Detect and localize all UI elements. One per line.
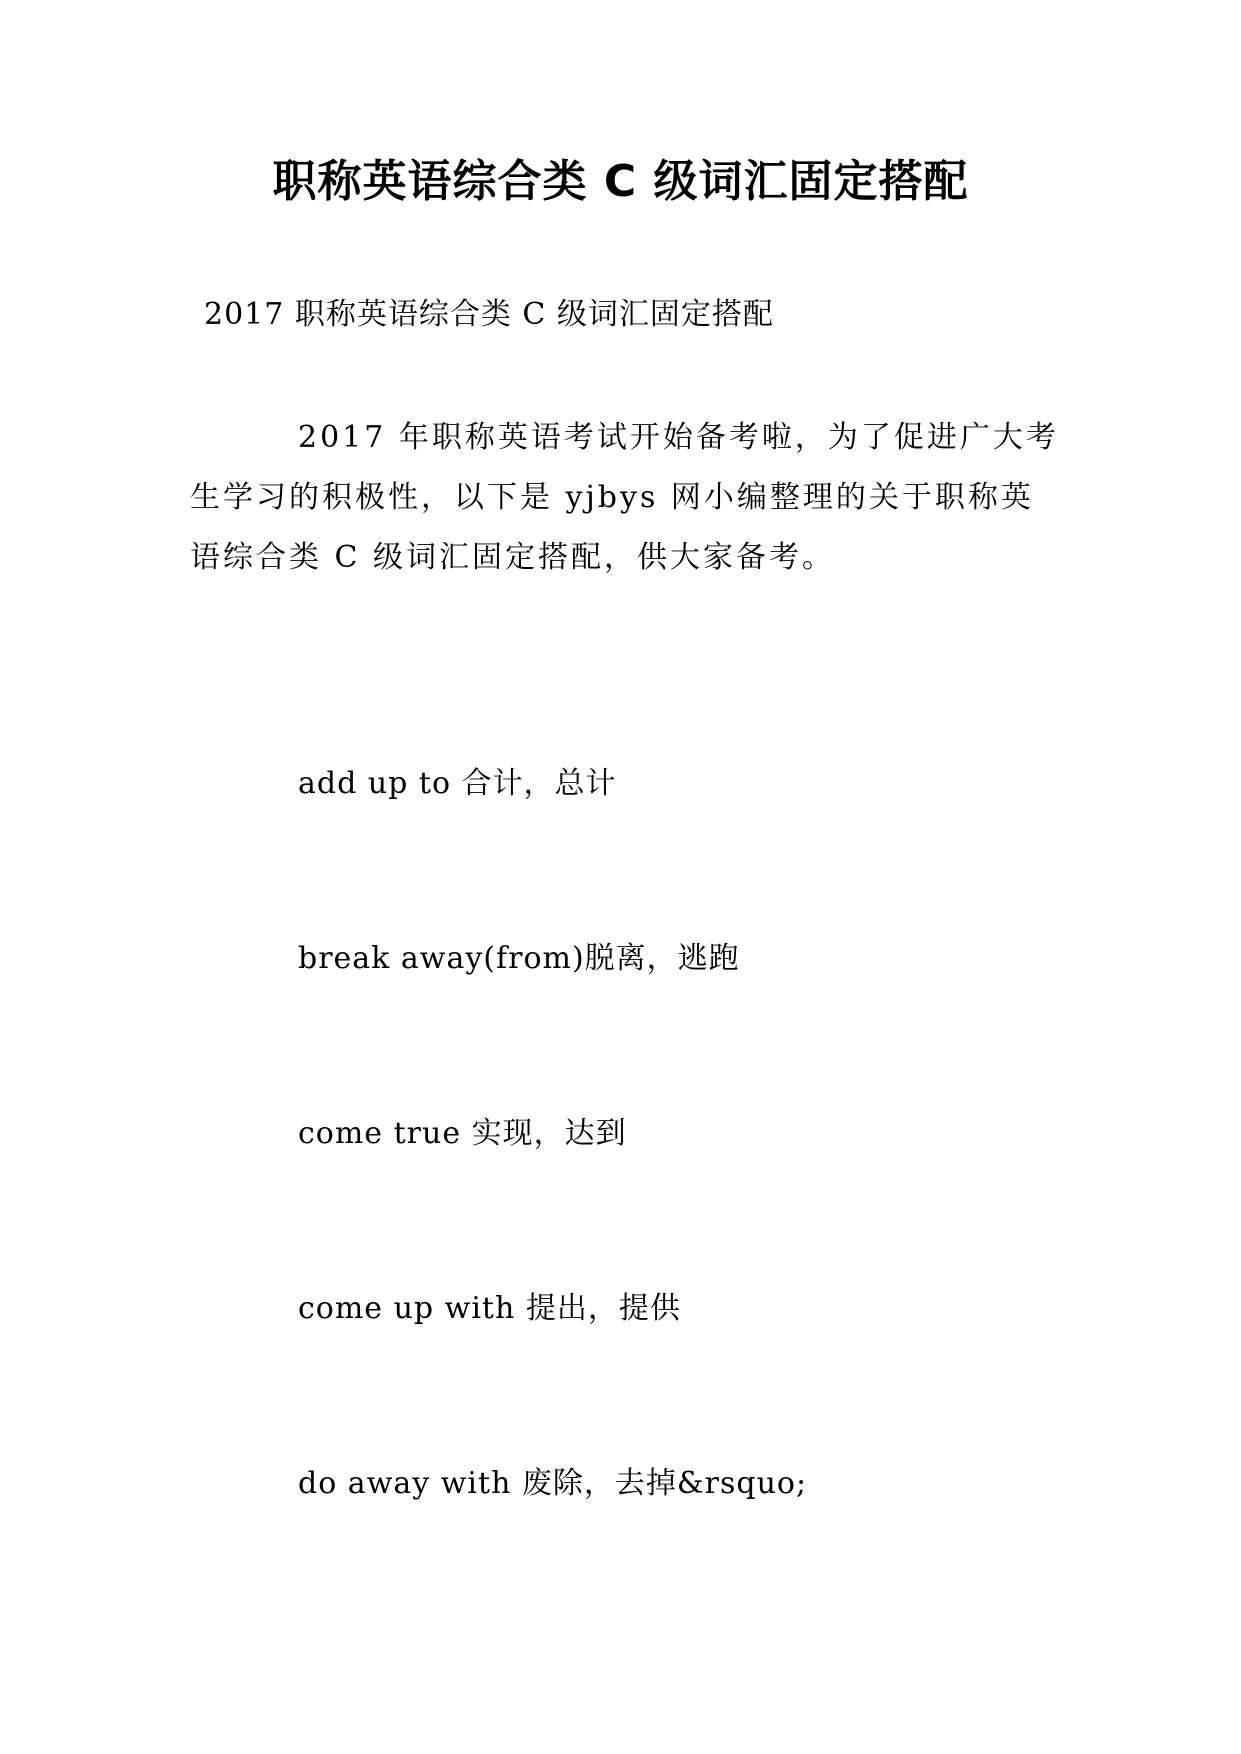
vocabulary-item: break away(from)脱离，逃跑	[298, 941, 740, 976]
document-title: 职称英语综合类 C 级词汇固定搭配	[272, 156, 969, 207]
vocabulary-item: come true 实现，达到	[298, 1116, 627, 1151]
vocabulary-item: add up to 合计，总计	[298, 766, 617, 801]
document-subtitle: 2017 职称英语综合类 C 级词汇固定搭配	[204, 297, 774, 332]
vocabulary-item: come up with 提出，提供	[298, 1291, 681, 1326]
intro-paragraph: 2017 年职称英语考试开始备考啦，为了促进广大考生学习的积极性，以下是 yjbys 网小编整理的关于职称英语综合类 C 级词汇固定搭配，供大家备考。	[190, 420, 1059, 575]
vocabulary-item: do away with 废除，去掉&rsquo;	[298, 1466, 808, 1501]
